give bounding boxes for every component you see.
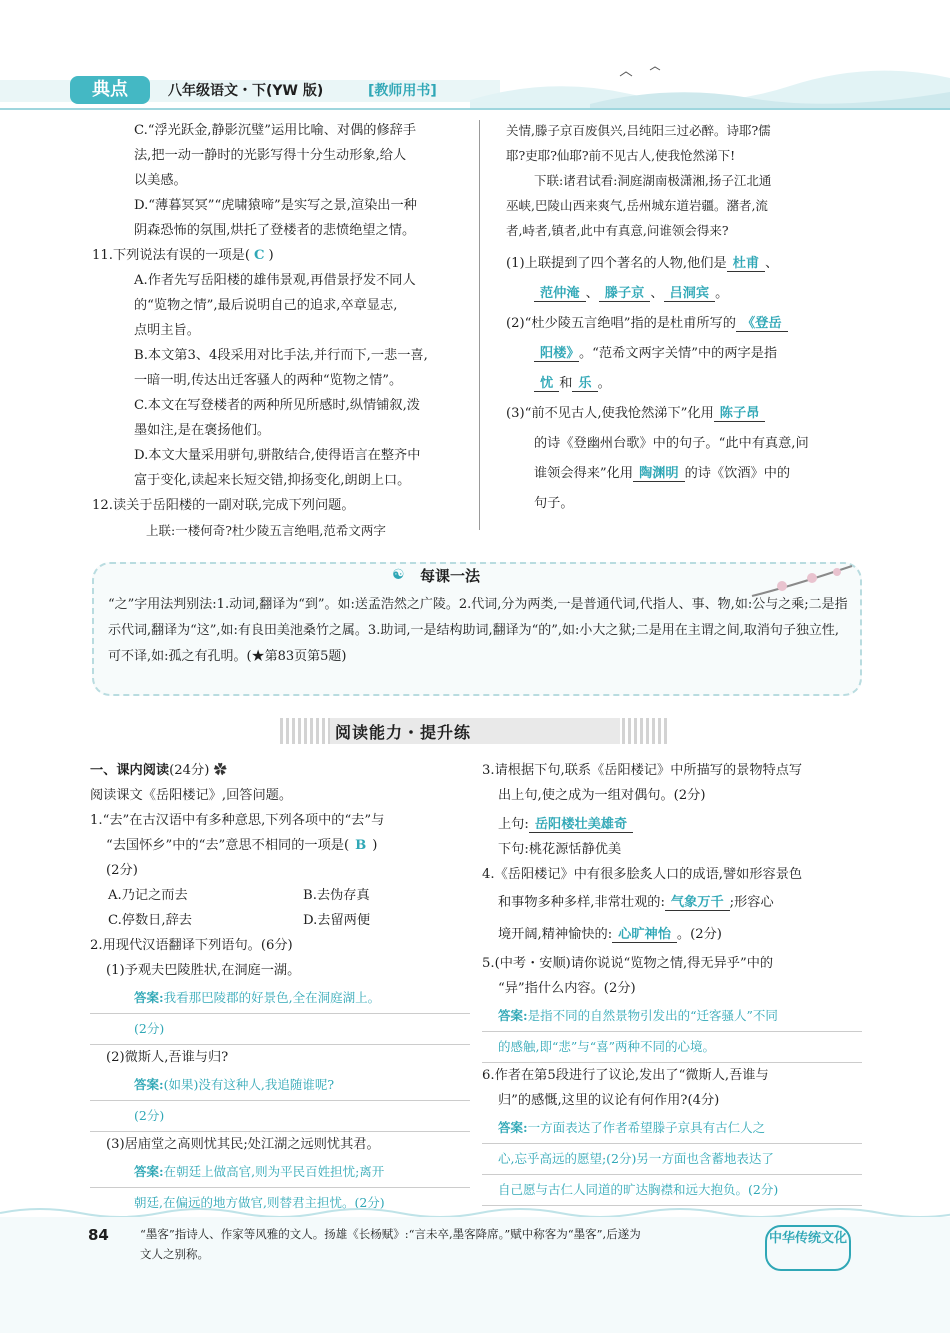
couplet-upper: 耶?吏耶?仙耶?前不见古人,使我怆然涕下! <box>506 148 736 163</box>
question-6-cont: 归”的感慨,这里的议论有何作用?(4分) <box>498 1093 720 1108</box>
clover-icon: ✿ <box>213 763 227 778</box>
answer-line: 答案:是指不同的自然景物引发出的“迁客骚人”不同 <box>482 1001 862 1032</box>
answer-blank: 杜甫 <box>727 256 765 272</box>
answer-blank: 《登岳 <box>736 316 788 332</box>
answer-blank: 心旷神怡 <box>612 927 677 943</box>
question-5-cont: “异”指什么内容。(2分) <box>498 981 636 996</box>
options-row: A.乃记之而去 B.去伪存真 <box>108 888 370 903</box>
answer-blank: 陶渊明 <box>633 466 685 482</box>
answer-line: 心,忘乎高远的愿望;(2分)另一方面也含蓄地表达了 <box>482 1144 862 1175</box>
question-3: 3.请根据下句,联系《岳阳楼记》中所描写的景物特点写 <box>482 763 803 778</box>
reading-intro: 阅读课文《岳阳楼记》,回答问题。 <box>90 788 293 803</box>
option-text: 阴森恐怖的氛围,烘托了登楼者的悲愤绝望之情。 <box>134 223 416 238</box>
answer-blank: 滕子京 <box>599 286 651 302</box>
sub-question-3: (3)“前不见古人,使我怆然涕下”化用 陈子昂 <box>506 399 866 429</box>
sub-question-2-cont2: 忧 和 乐 。 <box>506 369 866 399</box>
sub-question-2: (2)“杜少陵五言绝唱”指的是杜甫所写的 《登岳 <box>506 309 866 339</box>
option-text: D.本文大量采用骈句,骈散结合,使得语言在整齐中 <box>134 448 421 463</box>
answer-line: 的感触,即“悲”与“喜”两种不同的心境。 <box>482 1032 862 1063</box>
right-column-top <box>506 118 866 519</box>
answer-line: 答案:在朝廷上做高官,则为平民百姓担忧;离开 <box>90 1157 470 1188</box>
sentence-3: (3)居庙堂之高则忧其民;处江湖之远则忧其君。 <box>106 1137 380 1152</box>
option-text: 一暗一明,传达出迁客骚人的两种“览物之情”。 <box>134 373 403 388</box>
question-1-cont: “去国怀乡”中的“去”意思不相同的一项是( B ) <box>106 838 378 853</box>
answer-line: 答案:(如果)没有这种人,我追随谁呢? <box>90 1070 470 1101</box>
question-1: 1.“去”在古汉语中有多种意思,下列各项中的“去”与 <box>90 813 385 828</box>
answer-choice: B <box>355 838 367 853</box>
answer-blank: 岳阳楼壮美雄奇 <box>529 817 633 833</box>
sub-question-2-cont: 阳楼》 。“范希文两字关情”中的两字是指 <box>506 339 866 369</box>
sentence-2: (2)微斯人,吾谁与归? <box>106 1050 229 1065</box>
option-text: A.作者先写岳阳楼的雄伟景观,再借景抒发不同人 <box>134 273 416 288</box>
option-text: 墨如注,是在褒扬他们。 <box>134 423 271 438</box>
question-12: 12.读关于岳阳楼的一副对联,完成下列问题。 <box>92 498 355 513</box>
answer-blank: 范仲淹 <box>534 286 586 302</box>
couplet-upper: 关情,滕子京百废俱兴,吕纯阳三过必醉。诗耶?儒 <box>506 123 771 138</box>
option-text: 以美感。 <box>134 173 187 188</box>
answer-line: (2分) <box>90 1014 470 1045</box>
couplet-lower: 巫峡,巴陵山西来爽气,岳州城东道岩疆。潴者,流 <box>506 198 768 213</box>
answer-line: 答案:我看那巴陵郡的好景色,全在洞庭湖上。 <box>90 983 470 1014</box>
option-text: 富于变化,读起来长短交错,抑扬变化,朗朗上口。 <box>134 473 411 488</box>
question-11: 11.下列说法有误的一项是( C ) <box>92 248 274 263</box>
answer-blank: 阳楼》 <box>534 346 579 362</box>
right-column-bottom <box>482 758 862 1206</box>
left-column-bottom <box>90 758 470 1219</box>
question-4-cont: 和事物多种多样,非常壮观的: 气象万千 ;形容心 <box>498 895 774 910</box>
edition-tag: [教师用书] <box>368 83 437 99</box>
answer-line: 答案:一方面表达了作者希望滕子京具有古仁人之 <box>482 1113 862 1144</box>
answer-line: 自己愿与古仁人同道的旷达胸襟和远大抱负。(2分) <box>482 1175 862 1206</box>
book-title: 八年级语文・下(YW 版) <box>168 83 324 99</box>
question-3-cont: 出上句,使之成为一组对偶句。(2分) <box>498 788 706 803</box>
answer-blank: 气象万千 <box>665 895 730 911</box>
option-text: 的“览物之情”,最后说明自己的追求,卒章显志, <box>134 298 398 313</box>
question-4-cont2: 境开阔,精神愉快的: 心旷神怡 。(2分) <box>498 927 722 942</box>
question-4: 4.《岳阳楼记》中有很多脍炙人口的成语,譬如形容景色 <box>482 867 803 882</box>
tip-title: 每课一法 <box>420 567 481 585</box>
sub-question-3-cont3: 句子。 <box>534 496 574 511</box>
sub-question-3-cont: 的诗《登幽州台歌》中的句子。“此中有真意,问 <box>534 436 809 451</box>
answer-blank: 陈子昂 <box>714 406 766 422</box>
option-text: C.本文在写登楼者的两种所见所感时,纵情铺叙,泼 <box>134 398 420 413</box>
question-score: (2分) <box>106 863 138 878</box>
sub-question-1-cont: 范仲淹 、 滕子京 、 吕洞宾 。 <box>506 279 866 309</box>
brand-logo: 典点 <box>70 76 150 104</box>
couplet-lower: 下联:诸君试看:洞庭湖南极潇湘,扬子江北通 <box>534 173 772 188</box>
header-rule <box>0 108 950 110</box>
option-text: B.本文第3、4段采用对比手法,并行而下,一悲一喜, <box>134 348 428 363</box>
couplet-lower: 者,峙者,镇者,此中有真意,问谁领会得来? <box>506 223 729 238</box>
left-column-top <box>92 118 475 543</box>
answer-blank: 忧 <box>534 376 559 392</box>
answer-line: 朝廷,在偏远的地方做官,则替君主担忧。(2分) <box>90 1188 470 1219</box>
tip-text: “之”字用法判别法:1.动词,翻译为“到”。如:送孟浩然之广陵。2.代词,分为两类,一是普通代词,代指人、事、物,如:公与之乘;二是指示代词,翻译为“这”,如:有良田美池桑竹之属。3.助词,一是结构助词,翻译为“的”,如:小大之狱;二是用在主谓之间,取消句子独立性,可不译,如:孤之有孔明。(★第83页第5题) <box>108 597 848 664</box>
option-text: 点明主旨。 <box>134 323 200 338</box>
couplet-upper: 上联:一楼何奇?杜少陵五言绝唱,范希文两字 <box>146 523 386 538</box>
swirl-icon: ☯ <box>392 567 405 583</box>
options-row: C.停数日,辞去 D.去留两便 <box>108 913 371 928</box>
column-divider <box>479 120 480 530</box>
lower-line: 下句:桃花源恬静优美 <box>498 842 622 857</box>
page-number: 84 <box>88 1226 109 1244</box>
question-6: 6.作者在第5段进行了议论,发出了“微斯人,吾谁与 <box>482 1068 769 1083</box>
upper-line: 上句: 岳阳楼壮美雄奇 <box>482 812 862 837</box>
sentence-1: (1)予观夫巴陵胜状,在洞庭一湖。 <box>106 963 301 978</box>
option-text: 法,把一动一静时的光影写得十分生动形象,给人 <box>134 148 407 163</box>
footnote: “墨客”指诗人、作家等风雅的文人。扬雄《长杨赋》:“言未卒,墨客降席。”赋中称客为“墨客”,后遂为 文人之别称。 <box>140 1227 641 1261</box>
sub-question-1: (1)上联提到了四个著名的人物,他们是 杜甫 、 <box>506 256 779 271</box>
question-2: 2.用现代汉语翻译下列语句。(6分) <box>90 938 293 953</box>
sub-question-3-cont2: 谁领会得来”化用 陶渊明 的诗《饮酒》中的 <box>534 466 791 481</box>
reading-heading: 一、课内阅读(24分) ✿ <box>90 763 227 778</box>
option-text: C.“浮光跃金,静影沉璧”运用比喻、对偶的修辞手 <box>134 123 417 138</box>
culture-seal: 中华传统文化 <box>765 1225 851 1271</box>
landscape-decoration <box>470 56 950 108</box>
option-text: D.“薄暮冥冥”“虎啸猿啼”是实写之景,渲染出一种 <box>134 198 417 213</box>
answer-blank: 吕洞宾 <box>664 286 716 302</box>
section-title: 阅读能力・提升练 <box>335 723 472 742</box>
answer-line: (2分) <box>90 1101 470 1132</box>
question-5: 5.(中考・安顺)请你说说“览物之情,得无异乎”中的 <box>482 956 774 971</box>
answer-blank: 乐 <box>572 376 597 392</box>
answer-choice: C <box>254 248 265 263</box>
